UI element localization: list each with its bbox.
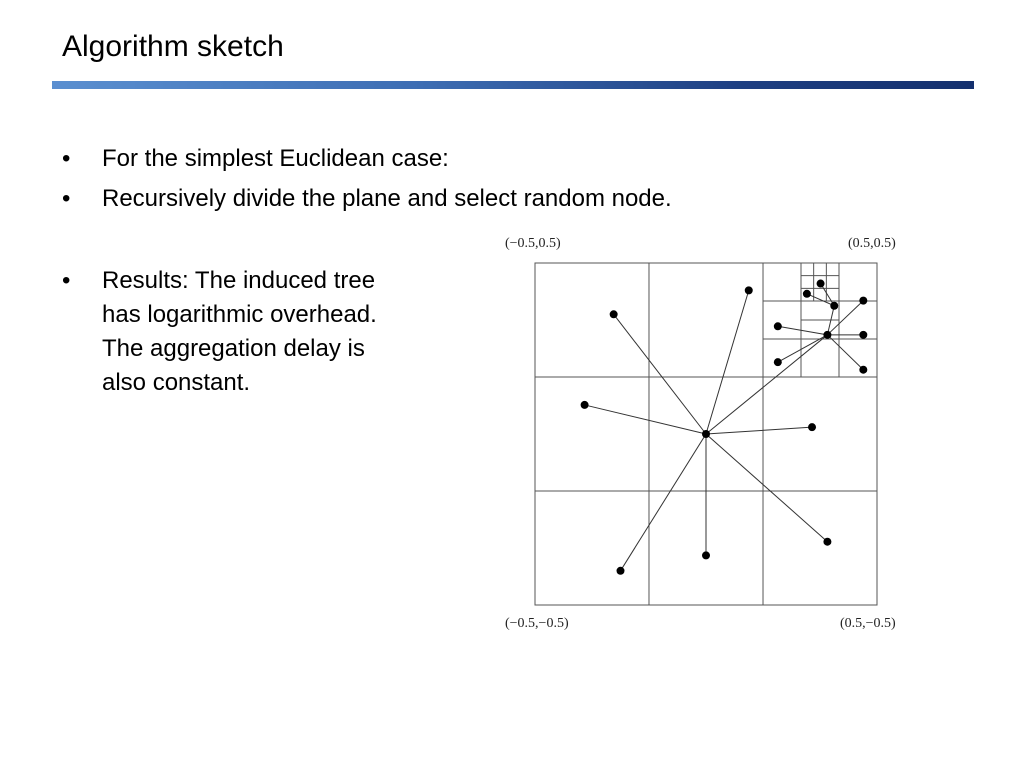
bullet-text-line: has logarithmic overhead.: [102, 301, 377, 328]
corner-label-top-left: (−0.5,0.5): [505, 236, 561, 251]
tree-node: [610, 310, 618, 318]
tree-node: [803, 290, 811, 298]
tree-edge: [778, 326, 828, 335]
tree-node: [859, 331, 867, 339]
corner-label-bottom-left: (−0.5,−0.5): [505, 616, 569, 631]
tree-node: [859, 297, 867, 305]
root-node: [702, 430, 710, 438]
node-layer: [581, 280, 868, 575]
tree-node: [617, 567, 625, 575]
bullet-text-line: The aggregation delay is: [102, 335, 365, 362]
tree-node: [808, 423, 816, 431]
bullet-dot: •: [62, 145, 71, 172]
bullet-text-line: Results: The induced tree: [102, 267, 376, 294]
tree-node: [581, 401, 589, 409]
tree-edge: [614, 314, 706, 434]
tree-node: [830, 302, 838, 310]
slide-title: Algorithm sketch: [62, 30, 284, 63]
tree-node: [859, 366, 867, 374]
tree-edge: [706, 427, 812, 434]
tree-node: [817, 280, 825, 288]
bullet-dot: •: [62, 185, 71, 212]
tree-node: [774, 358, 782, 366]
tree-node: [745, 286, 753, 294]
tree-node: [823, 331, 831, 339]
tree-node: [774, 322, 782, 330]
tree-edge: [706, 434, 827, 542]
bullet-text: Recursively divide the plane and select random node.: [102, 185, 672, 212]
corner-label-bottom-right: (0.5,−0.5): [840, 616, 896, 631]
tree-node: [823, 538, 831, 546]
tree-edge: [621, 434, 707, 571]
edge-layer: [585, 284, 864, 571]
tree-edge: [706, 290, 749, 434]
tree-edge: [585, 405, 706, 434]
bullet-text-line: also constant.: [102, 369, 251, 396]
bullet-dot: •: [62, 267, 71, 294]
tree-edge: [827, 335, 863, 370]
bullet-text: For the simplest Euclidean case:: [102, 145, 449, 172]
tree-node: [702, 551, 710, 559]
corner-label-top-right: (0.5,0.5): [848, 236, 896, 251]
tree-edge: [706, 335, 827, 434]
